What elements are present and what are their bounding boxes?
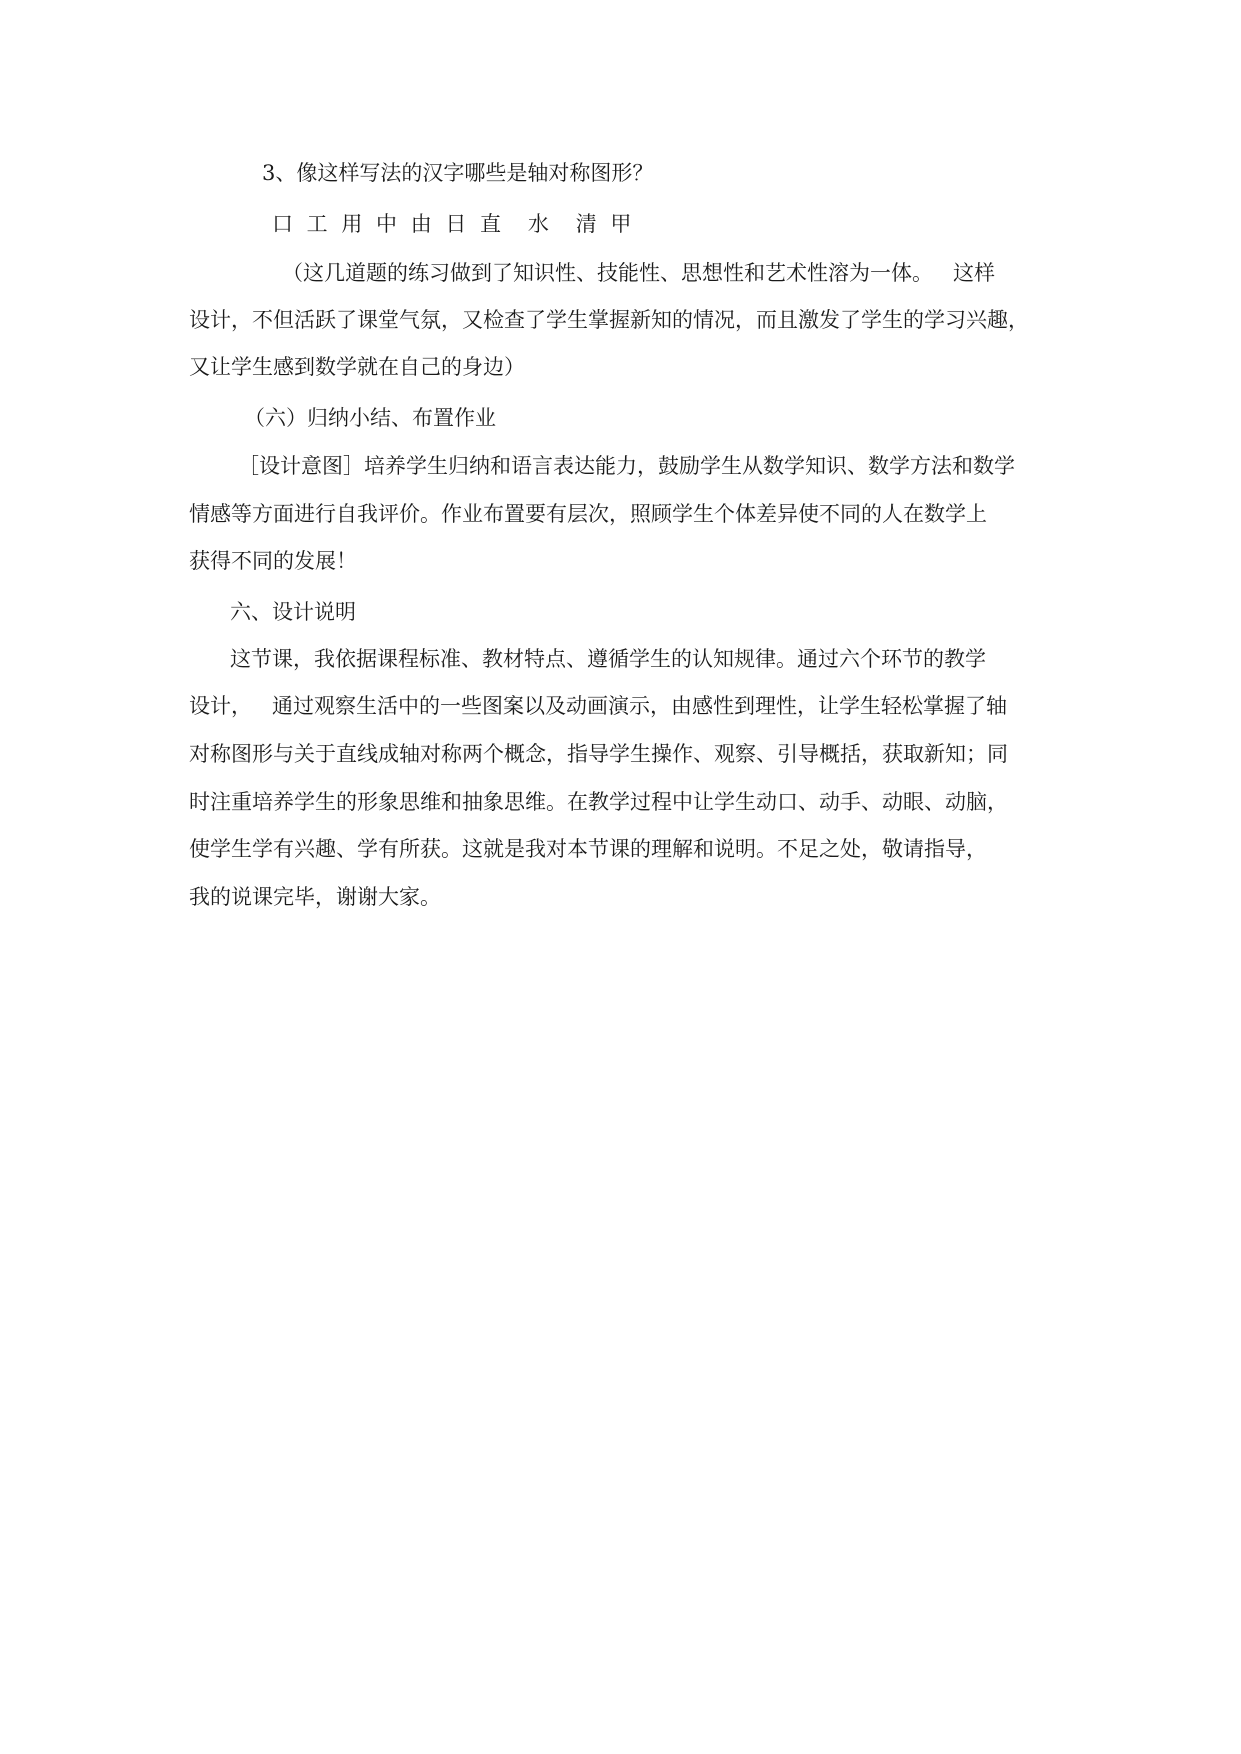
design-line-4: 时注重培养学生的形象思维和抽象思维。在教学过程中让学生动口、动手、动眼、动脑， <box>189 790 1008 814</box>
section-6-heading: （六）归纳小结、布置作业 <box>244 406 496 430</box>
design-line-1: 这节课，我依据课程标准、教材特点、遵循学生的认知规律。通过六个环节的教学 <box>230 647 986 671</box>
intent-line-1: ［设计意图］培养学生归纳和语言表达能力，鼓励学生从数学知识、数学方法和数学 <box>238 454 1015 478</box>
note-line-1: （这几道题的练习做到了知识性、技能性、思想性和艺术性溶为一体。 这样 <box>282 261 996 285</box>
intent-line-2: 情感等方面进行自我评价。作业布置要有层次，照顾学生个体差异使不同的人在数学上 <box>189 502 987 526</box>
design-line-6: 我的说课完毕，谢谢大家。 <box>189 885 441 909</box>
note-line-2: 设计，不但活跃了课堂气氛，又检查了学生掌握新知的情况，而且激发了学生的学习兴趣， <box>189 308 1029 332</box>
note-line-3: 又让学生感到数学就在自己的身边） <box>189 355 525 379</box>
design-line-3: 对称图形与关于直线成轴对称两个概念，指导学生操作、观察、引导概括，获取新知；同 <box>189 742 1008 766</box>
design-heading: 六、设计说明 <box>230 600 356 624</box>
intent-line-3: 获得不同的发展！ <box>189 549 357 573</box>
question-3: 3、像这样写法的汉字哪些是轴对称图形？ <box>262 161 654 185</box>
character-list: 口 工 用 中 由 日 直 水 清 甲 <box>272 212 632 236</box>
design-line-2: 设计， 通过观察生活中的一些图案以及动画演示，由感性到理性，让学生轻松掌握了轴 <box>189 694 1008 718</box>
design-line-5: 使学生学有兴趣、学有所获。这就是我对本节课的理解和说明。不足之处，敬请指导， <box>189 837 987 861</box>
